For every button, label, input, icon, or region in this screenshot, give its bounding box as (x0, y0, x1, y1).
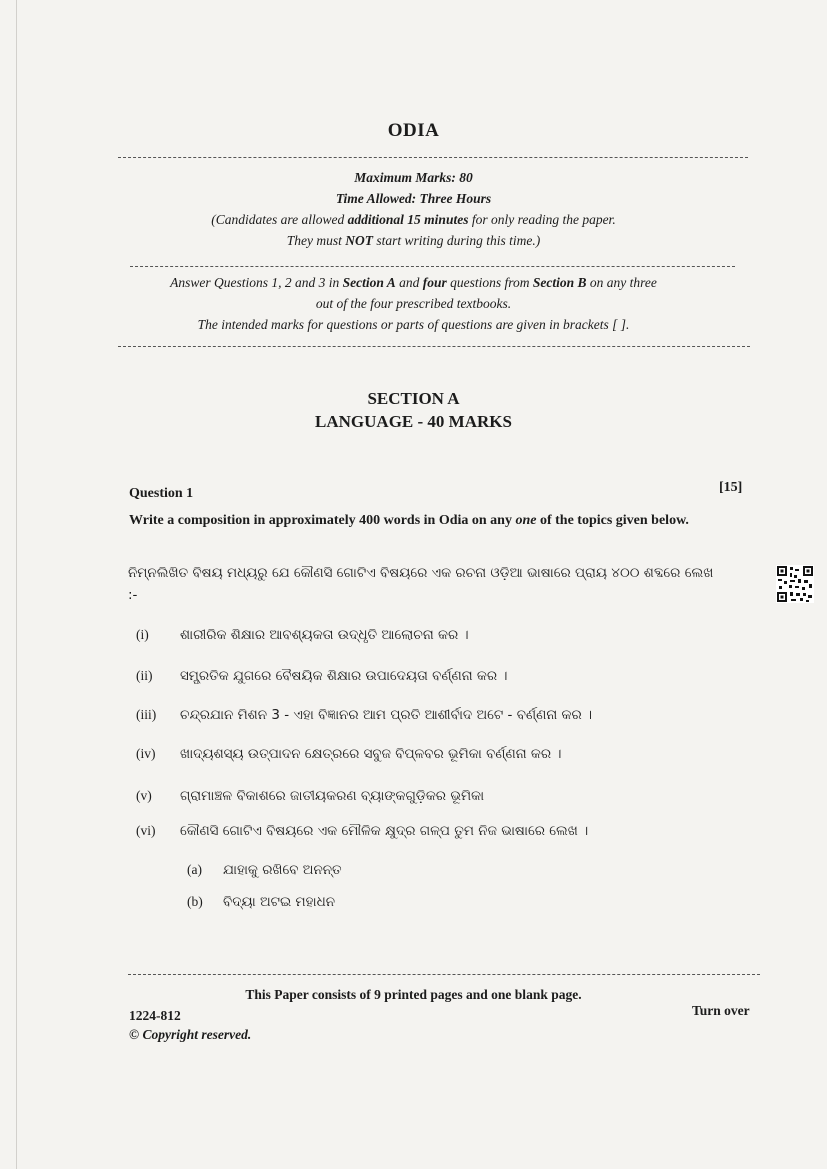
sub-topic-number: (b) (187, 894, 203, 909)
topic-number: (ii) (136, 668, 153, 683)
question-marks: [15] (719, 480, 743, 495)
topic-text: କୌଣସି ଗୋଟିଏ ବିଷୟରେ ଏକ ମୌଳିକ କ୍ଷୁଦ୍ର ଗଳ୍ପ ତୁମ ନିଜ ଭାଷାରେ ଲେଖ । (180, 823, 589, 839)
topic-item (136, 788, 736, 804)
paper-code: 1224-812 (129, 1008, 181, 1023)
reading-note-1-bold: additional 15 minutes (347, 212, 469, 227)
instr-part-f: Section B (532, 275, 587, 290)
question-label: Question 1 (129, 486, 194, 501)
prompt-emphasis: one (515, 513, 537, 528)
reading-note-2 (0, 230, 827, 251)
topic-number: (v) (136, 788, 152, 803)
exam-meta (0, 167, 827, 251)
instr-part-g: on any three (586, 275, 657, 290)
qr-code-icon (776, 565, 814, 603)
reading-note-1-pre: (Candidates are allowed (211, 212, 348, 227)
topic-number: (iii) (136, 707, 157, 722)
topic-item (136, 823, 736, 839)
topic-text: ଚନ୍ଦ୍ରଯାନ ମିଶନ 3 - ଏହା ବିଜ୍ଞାନର ଆମ ପ୍ରତି ଆଶୀର୍ବାଦ ଅଟେ - ବର୍ଣ୍ଣନା କର । (180, 707, 593, 723)
topic-item (136, 707, 736, 723)
instruction-line-3: The intended marks for questions or parts of questions are given in brackets [ ]. (197, 317, 630, 332)
topic-text: ସମ୍ପ୍ରତିକ ଯୁଗରେ ବୈଷୟିକ ଶିକ୍ଷାର ଉପାଦେୟତା ବର୍ଣ୍ଣନା କର । (180, 668, 508, 684)
instr-part-c: and (395, 275, 423, 290)
instructions (0, 272, 827, 335)
topic-item (136, 627, 736, 643)
divider-bottom (118, 346, 750, 347)
sub-topic-number: (a) (187, 862, 202, 877)
topic-text: ଶାରୀରିକ ଶିକ୍ଷାର ଆବଶ୍ୟକତା ଉଦ୍ଧୃତି ଆଲୋଚନା କର । (180, 627, 469, 643)
topic-number: (iv) (136, 746, 156, 761)
question-prompt (129, 511, 719, 531)
sub-topic-text: ଯାହାକୁ ରଖିବେ ଅନନ୍ତ (223, 862, 342, 878)
divider-top (118, 157, 748, 158)
subject-title: ODIA (387, 120, 440, 141)
sub-topic-item (187, 894, 335, 910)
reading-note-1 (0, 209, 827, 230)
page-count-note: This Paper consists of 9 printed pages and one blank page. (245, 987, 582, 1002)
section-subtitle: LANGUAGE - 40 MARKS (315, 412, 512, 431)
sub-topic-item (187, 862, 342, 878)
instr-part-a: Answer Questions 1, 2 and 3 in (170, 275, 343, 290)
prompt-pre: Write a composition in approximately 400 words in Odia on any (129, 513, 516, 528)
max-marks: Maximum Marks: 80 (354, 170, 473, 185)
instruction-line-1 (0, 272, 827, 293)
topic-item (136, 746, 736, 762)
instr-part-e: questions from (446, 275, 533, 290)
reading-note-2-post: start writing during this time.) (372, 233, 541, 248)
divider-mid (130, 266, 735, 267)
sub-topic-text: ବିଦ୍ୟା ଅଟଇ ମହାଧନ (223, 894, 336, 910)
instruction-line-2: out of the four prescribed textbooks. (315, 296, 512, 311)
time-allowed: Time Allowed: Three Hours (335, 191, 492, 206)
topic-item (136, 668, 736, 684)
reading-note-1-post: for only reading the paper. (468, 212, 616, 227)
topic-text: ଗ୍ରାମାଞ୍ଚଳ ବିକାଶରେ ଜାତୀୟକରଣ ବ୍ୟାଙ୍କଗୁଡ଼ିକର ଭୂମିକା (180, 788, 485, 804)
topic-text: ଖାଦ୍ୟଶସ୍ୟ ଉତ୍ପାଦନ କ୍ଷେତ୍ରରେ ସବୁଜ ବିପ୍ଳବର ଭୂମିକା ବର୍ଣ୍ଣନା କର । (180, 746, 562, 762)
reading-note-2-pre: They must (286, 233, 346, 248)
footer-divider (128, 974, 760, 975)
instr-part-d: four (422, 275, 447, 290)
topic-number: (vi) (136, 823, 156, 838)
prompt-post: of the topics given below. (536, 513, 689, 528)
topic-number: (i) (136, 627, 149, 642)
reading-note-2-bold: NOT (345, 233, 373, 248)
instr-part-b: Section A (342, 275, 396, 290)
copyright: © Copyright reserved. (129, 1027, 252, 1042)
turn-over: Turn over (692, 1003, 750, 1018)
odia-instruction: ନିମ୍ନଲିଖିତ ବିଷୟ ମଧ୍ୟରୁ ଯେ କୌଣସି ଗୋଟିଏ ବିଷୟରେ ଏକ ରଚନା ଓଡ଼ିଆ ଭାଷାରେ ପ୍ରାୟ ୪୦୦ ଶବ୍ଦରେ ଲେଖ :- (128, 565, 714, 603)
section-title: SECTION A (367, 389, 460, 408)
